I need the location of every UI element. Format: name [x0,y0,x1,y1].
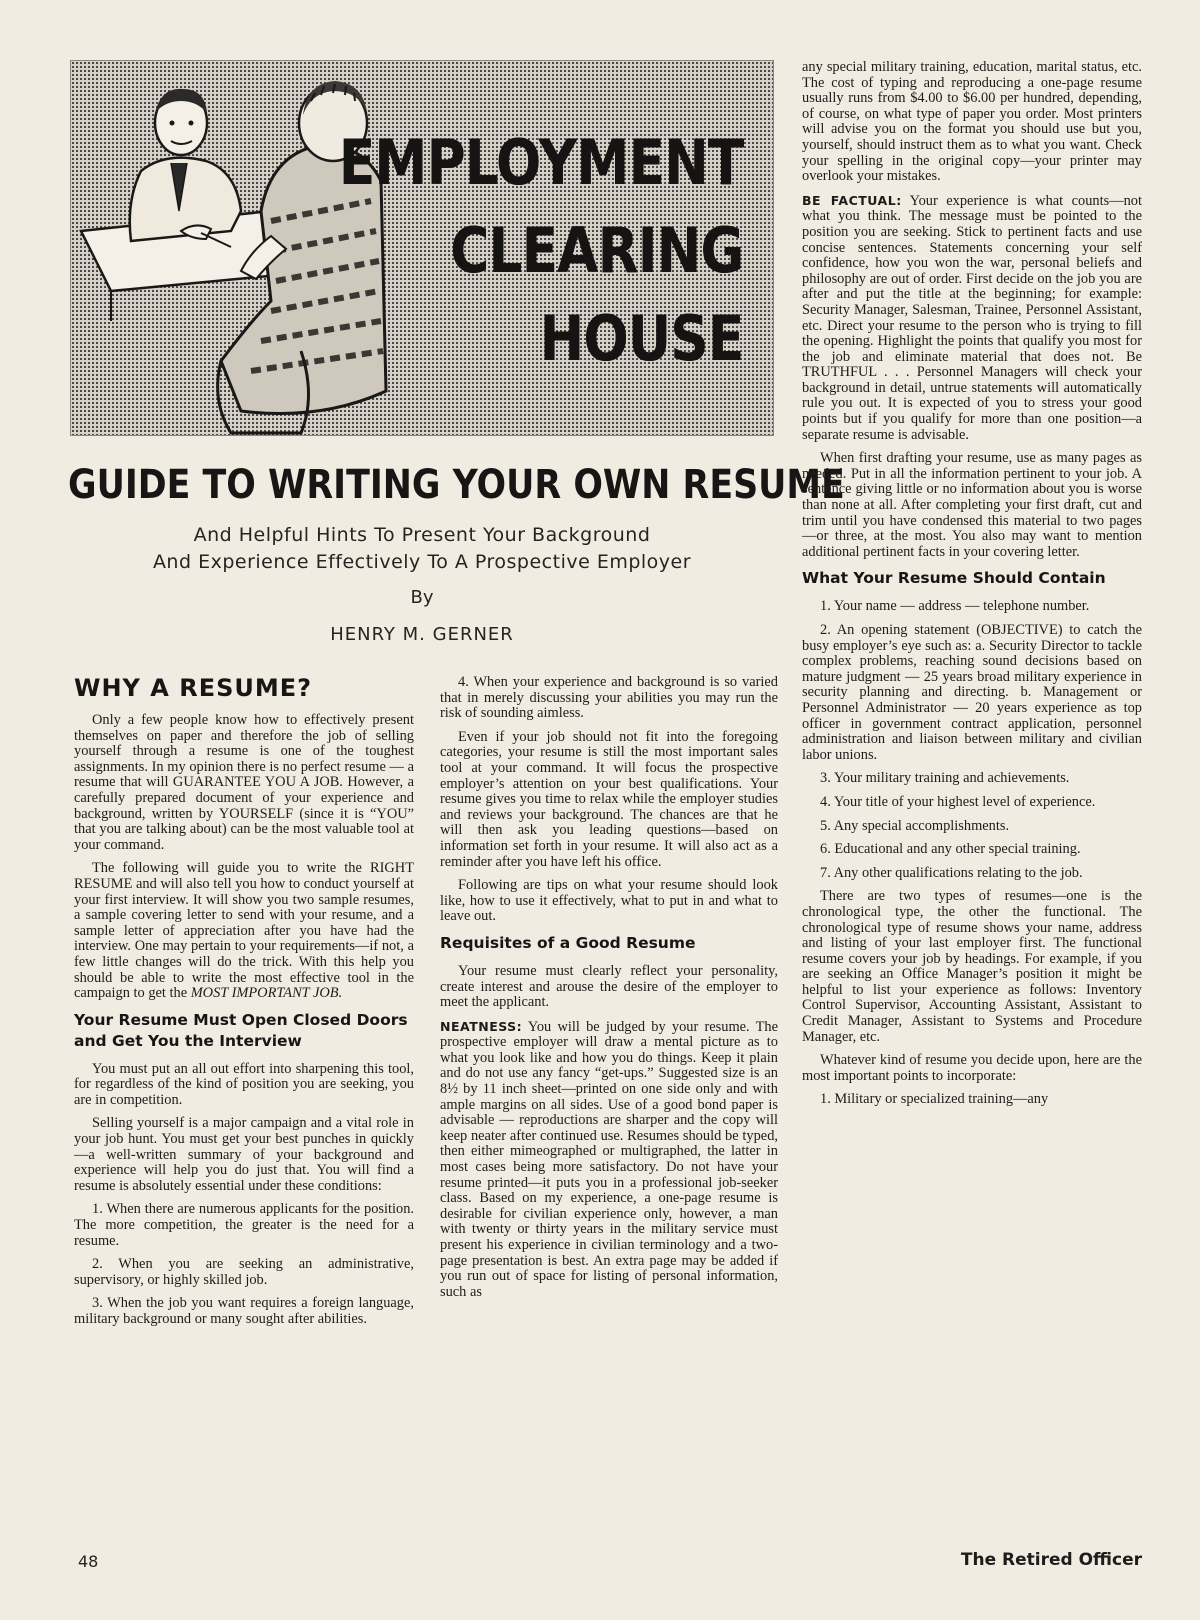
paragraph: Only a few people know how to effectively present themselves on paper and therefore the job of selling yourself through a resume is one of the toughest assignments. In my opinion there is no perfect resume — a resume that will GUARANTEE YOU A JOB. However, a carefully prepared document of your experience and background, written by YOURSELF (since it is “YOU” that you are talking about) can be the most valuable tool at your command. [74,712,414,853]
lead-in-neatness: NEATNESS: [440,1018,523,1034]
article-subtitle [68,522,776,576]
paragraph: Your resume must clearly reflect your personality, create interest and arouse the desire of the employer to meet the applicant. [440,962,778,1011]
list-item: 4. When your experience and background is so varied that in merely discussing your abilities you may run the risk of sounding aimless. [440,674,778,722]
list-item: 1. Military or specialized training—any [820,1091,1049,1108]
emphasis-text: MOST IMPORTANT JOB. [190,985,343,1002]
list-item: 5. Any special accomplishments. [820,817,1010,834]
column-3 [802,60,1142,1116]
paragraph-text: You will be judged by your resume. The prospective employer will draw a mental picture as to what you look like and how you do things. Keep it plain and do not use any fancy “get-ups.” Suggested size is an 8½ by 11 inch sheet—printed on one side only and with ample margins on all sides. Use of a good bond paper is advisable — reproductions are sharper and the copy will keep neater after continued use. Resumes should be typed, then either mimeographed or multigraphed, the latter in most cases being more satisfactory. Do not have your resume printed—it puts you in a professional job-seeker class. Based on my experience, a one-page resume is desirable for civilian experience only, however, a man with twenty or thirty years in the military service must present his experience in civilian terminology and a two-page presentation is best. An extra page may be added if you run out of space for listing of personal information, such as [440,1018,778,1300]
paragraph-text: Your experience is what counts—not what you think. The message must be pointed to the position you are seeking. Stick to pertinent facts and use concise sentences. Statements concerning your self confidence, how you won the war, personal beliefs and philosophy are out of order. First decide on the job you are after and put the title at the beginning; for example: Security Manager, Salesman, Trainee, Personnel Assistant, etc. Direct your resume to the person who is trying to fill the opening. Highlight the points that qualify you most for the job and eliminate material that does not. Be TRUTHFUL . . . Personnel Managers will check your background in detail, untrue statements will automatically rule you out. It is expected of you to stress your good points but if you qualify for more than one position—a separate resume is advisable. [802,192,1142,443]
subheading-requisites: Requisites of a Good Resume [440,933,696,952]
paragraph: When first drafting your resume, use as many pages as needed. Put in all the information pertinent to your job. A sentence giving little or no information about you is worse than none at all. After completing your first draft, cut and trim until you have condensed this material to two pages—or three, at the most. You also may want to mention additional pertinent facts in your covering letter. [802,450,1142,560]
paragraph: Selling yourself is a major campaign and a vital role in your job hunt. You must get your best punches in quickly—a well-written summary of your background and experience will help you do just that. You will find a resume is absolutely essential under these conditions: [74,1115,414,1194]
list-item: 1. Your name — address — telephone number. [820,598,1090,615]
paragraph [74,861,414,1001]
paragraph-text: The following will guide you to write the RIGHT RESUME and will also tell you how to conduct yourself at your first interview. It will show you two sample resumes, a sample covering letter to send with your resume, and a sample letter of appreciation after you have had the interview. One may pertain to your requirements—if not, a few little changes will do the trick. With this help you should be able to write the most effective tool in the campaign to get the [74,860,414,1002]
lead-in-factual: BE FACTUAL: [802,192,902,208]
page-number: 48 [78,1552,99,1571]
list-item: 1. When there are numerous applicants for the position. The more competition, the greater is the need for a resume. [74,1201,414,1249]
publication-name: The Retired Officer [960,1550,1142,1570]
paragraph: There are two types of resumes—one is the chronological type, the other the functional. The chronological type of resume shows your name, address and listing of your last employer first. The functional resume covers your job by headings. For example, if you are seeking an Office Manager’s position it might be helpful to list your experience as follows: Inventory Control Supervisor, Accounting Assistant, Assistant to Credit Manager, Assistant to Systems and Procedure Manager, etc. [802,888,1142,1045]
list-item: 3. When the job you want requires a foreign language, military background or many sought after abilities. [74,1295,414,1327]
header-illustration [70,60,774,436]
banner-title [338,119,743,383]
banner-title-line-2: CLEARING [449,214,743,287]
paragraph: Whatever kind of resume you decide upon, here are the most important points to incorporate: [802,1052,1142,1084]
column-1 [74,675,414,1336]
subtitle-line-1: And Helpful Hints To Present Your Background [193,524,651,546]
list-item: 3. Your military training and achievements. [820,770,1070,787]
section-heading-why: WHY A RESUME? [74,674,313,702]
byline-label: By [410,587,434,608]
list-item: 7. Any other qualifications relating to the job. [820,864,1083,881]
list-item: 2. When you are seeking an administrative, supervisory, or highly skilled job. [74,1256,414,1288]
column-2 [440,675,778,1308]
paragraph-factual [802,193,1142,444]
paragraph-neatness [440,1019,778,1301]
paragraph: You must put an all out effort into sharpening this tool, for regardless of the kind of position you are seeking, you are in competition. [74,1060,414,1108]
subtitle-line-2: And Experience Effectively To A Prospective Employer [152,551,692,573]
paragraph: Even if your job should not fit into the foregoing categories, your resume is still the most important sales tool at your command. It will focus the prospective employer’s attention on your best qualifications. Your resume gives you time to relax while the employer studies and reviews your background. The chances are that he will then ask you leading questions—based on information set forth in your resume. It will also act as a reminder after you have left his office. [440,728,778,870]
banner-title-line-1: EMPLOYMENT [338,126,743,199]
banner-title-line-3: HOUSE [539,302,743,375]
paragraph: any special military training, education, marital status, etc. The cost of typing and reproducing a one-page resume usually runs from $4.00 to $6.00 per hundred, depending, of course, on what type of paper you order. Most printers will advise you on the format you should use but you, yourself, should instruct them as to what you want. Check your spelling in the original copy—your printer may overlook your mistakes. [802,59,1142,185]
list-item: 2. An opening statement (OBJECTIVE) to catch the busy employer’s eye such as: a. Security Director to tackle complex problems, reaching sound decisions based on mature judgment — 25 years broad military experience in security planning and directing. b. Management or Personnel Administrator — 20 years experience as top officer in government contract application, personnel administration and liaison between military and civilian labor unions. [802,622,1142,763]
paragraph: Following are tips on what your resume should look like, how to use it effectively, what to put in and what to leave out. [440,877,778,925]
author-name: HENRY M. GERNER [330,624,514,645]
subheading-contents: What Your Resume Should Contain [802,569,1106,588]
article-headline: GUIDE TO WRITING YOUR OWN RESUME [68,462,845,508]
list-item: 4. Your title of your highest level of experience. [820,793,1096,810]
list-item: 6. Educational and any other special training. [820,841,1081,858]
subheading-open-doors: Your Resume Must Open Closed Doors and Get You the Interview [74,1010,408,1050]
